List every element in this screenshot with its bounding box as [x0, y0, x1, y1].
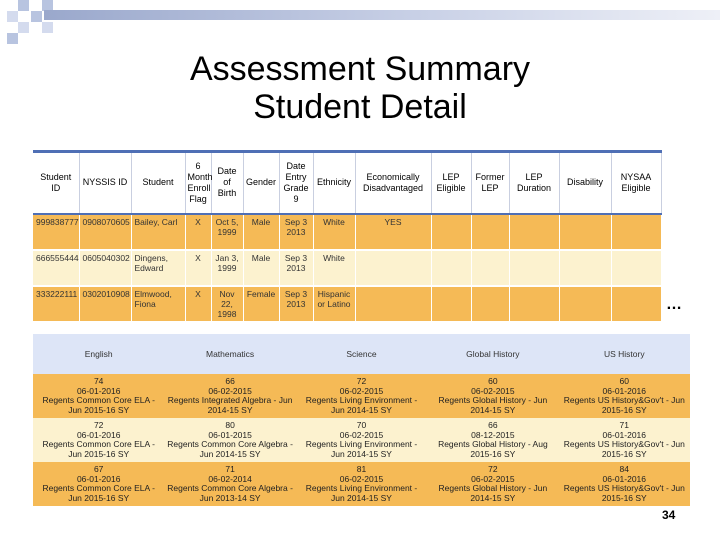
cell-student-name: Dingens, Edward [131, 250, 185, 286]
exam-date: 06-02-2015 [339, 429, 384, 440]
cell-disability [559, 214, 611, 250]
subject-header: Global History [427, 334, 558, 374]
exam-date: 06-01-2016 [76, 385, 121, 396]
score: 66 [225, 376, 235, 386]
cell-gender: Male [243, 214, 279, 250]
assessment-table [33, 334, 690, 506]
exam-name: Regents Common Core ELA - Jun 2015-16 SY [42, 483, 155, 503]
cell-dob: Nov 22, 1998 [211, 286, 243, 322]
exam-date: 06-01-2015 [208, 429, 252, 440]
assessment-header-row [33, 334, 690, 374]
cell-nysaa-eligible [611, 250, 661, 286]
slide-title [0, 50, 720, 126]
cell-entry-date: Sep 3 2013 [279, 250, 313, 286]
assessment-cell [559, 462, 690, 506]
exam-name: Regents Living Environment - Jun 2014-15 SY [305, 483, 418, 503]
cell-gender: Male [243, 250, 279, 286]
cell-nyssis-id: 0908070605 [79, 214, 131, 250]
col-header: NYSSIS ID [79, 152, 131, 214]
cell-lep-eligible [431, 250, 471, 286]
more-columns-ellipsis: … [666, 296, 683, 313]
col-header: Former LEP [471, 152, 509, 214]
cell-lep-duration [509, 214, 559, 250]
cell-ethnicity: White [313, 214, 355, 250]
cell-lep-eligible [431, 214, 471, 250]
assessment-row [33, 374, 690, 418]
cell-student-id: 666555444 [33, 250, 79, 286]
exam-date: 08-12-2015 [471, 429, 515, 440]
exam-date: 06-02-2015 [208, 385, 252, 396]
cell-ethnicity: White [313, 250, 355, 286]
title-line-2: Student Detail [253, 88, 467, 126]
exam-name: Regents Living Environment - Jun 2014-15 SY [305, 395, 418, 415]
exam-name: Regents Global History - Jun 2014-15 SY [438, 395, 548, 415]
cell-nyssis-id: 0302010908 [79, 286, 131, 322]
assessment-cell [164, 418, 295, 462]
title-line-1: Assessment Summary [189, 50, 531, 88]
col-header: NYSAA Eligible [611, 152, 661, 214]
student-row [33, 214, 661, 250]
cell-student-id: 999838777 [33, 214, 79, 250]
col-header: LEP Eligible [431, 152, 471, 214]
exam-date: 06-02-2015 [339, 385, 384, 396]
col-header: Date of Birth [211, 152, 243, 214]
exam-name: Regents US History&Gov't - Jun 2015-16 SY [563, 395, 685, 415]
assessment-cell [33, 418, 164, 462]
cell-enroll-flag: X [185, 214, 211, 250]
exam-name: Regents Global History - Aug 2015-16 SY [438, 439, 548, 459]
col-header: Gender [243, 152, 279, 214]
exam-date: 06-01-2016 [602, 385, 647, 396]
assessment-cell [296, 374, 427, 418]
cell-former-lep [471, 286, 509, 322]
score: 70 [356, 420, 367, 430]
col-header: Student [131, 152, 185, 214]
cell-nyssis-id: 0605040302 [79, 250, 131, 286]
cell-ethnicity: Hispanic or Latino [313, 286, 355, 322]
cell-student-name: Elmwood, Fiona [131, 286, 185, 322]
exam-name: Regents Global History - Jun 2014-15 SY [438, 483, 548, 503]
score: 71 [225, 464, 235, 474]
score: 66 [488, 420, 498, 430]
exam-name: Regents Common Core Algebra - Jun 2013-14 SY [167, 483, 293, 503]
cell-former-lep [471, 214, 509, 250]
cell-disability [559, 286, 611, 322]
cell-lep-duration [509, 286, 559, 322]
assessment-cell [427, 462, 558, 506]
exam-date: 06-01-2016 [602, 429, 647, 440]
score: 74 [93, 376, 104, 386]
assessment-row [33, 418, 690, 462]
subject-header: US History [559, 334, 690, 374]
col-header: Student ID [33, 152, 79, 214]
exam-date: 06-01-2016 [76, 473, 121, 484]
col-header: 6 Month Enroll Flag [185, 152, 211, 214]
assessment-cell [33, 374, 164, 418]
cell-econ-disadv [355, 286, 431, 322]
exam-name: Regents Common Core ELA - Jun 2015-16 SY [42, 395, 155, 415]
exam-name: Regents US History&Gov't - Jun 2015-16 SY [563, 483, 685, 503]
exam-name: Regents Common Core Algebra - Jun 2014-15 SY [167, 439, 293, 459]
cell-econ-disadv: YES [355, 214, 431, 250]
slide-corner-decoration [0, 0, 60, 44]
score: 60 [619, 376, 630, 386]
exam-date: 06-02-2015 [471, 385, 515, 396]
cell-dob: Oct 5, 1999 [211, 214, 243, 250]
student-table-header-row [33, 152, 661, 214]
cell-econ-disadv [355, 250, 431, 286]
score: 72 [356, 376, 367, 386]
slide-top-bar [44, 10, 720, 20]
cell-student-id: 333222111 [33, 286, 79, 322]
exam-date: 06-02-2015 [471, 473, 515, 484]
col-header: Ethnicity [313, 152, 355, 214]
score: 84 [619, 464, 630, 474]
assessment-cell [164, 374, 295, 418]
assessment-row [33, 462, 690, 506]
score: 60 [488, 376, 498, 386]
cell-lep-eligible [431, 286, 471, 322]
cell-former-lep [471, 250, 509, 286]
cell-student-name: Bailey, Carl [131, 214, 185, 250]
cell-dob: Jan 3, 1999 [211, 250, 243, 286]
exam-name: Regents US History&Gov't - Jun 2015-16 SY [563, 439, 685, 459]
col-header: Economically Disadvantaged [355, 152, 431, 214]
cell-enroll-flag: X [185, 286, 211, 322]
exam-name: Regents Living Environment - Jun 2014-15 SY [305, 439, 418, 459]
col-header: LEP Duration [509, 152, 559, 214]
assessment-cell [559, 374, 690, 418]
score: 67 [93, 464, 104, 474]
exam-date: 06-02-2015 [339, 473, 384, 484]
exam-name: Regents Common Core ELA - Jun 2015-16 SY [42, 439, 155, 459]
assessment-cell [296, 462, 427, 506]
student-row [33, 250, 661, 286]
score: 72 [488, 464, 498, 474]
page-number: 34 [662, 508, 676, 522]
subject-header: English [33, 334, 164, 374]
assessment-cell [559, 418, 690, 462]
exam-name: Regents Integrated Algebra - Jun 2014-15 SY [167, 395, 293, 415]
assessment-cell [427, 374, 558, 418]
cell-nysaa-eligible [611, 286, 661, 322]
col-header: Disability [559, 152, 611, 214]
cell-nysaa-eligible [611, 214, 661, 250]
assessment-cell [427, 418, 558, 462]
assessment-cell [296, 418, 427, 462]
exam-date: 06-01-2016 [76, 429, 121, 440]
cell-gender: Female [243, 286, 279, 322]
cell-entry-date: Sep 3 2013 [279, 214, 313, 250]
assessment-cell [33, 462, 164, 506]
score: 81 [356, 464, 367, 474]
score: 72 [93, 420, 104, 430]
cell-entry-date: Sep 3 2013 [279, 286, 313, 322]
cell-lep-duration [509, 250, 559, 286]
subject-header: Science [296, 334, 427, 374]
col-header: Date Entry Grade 9 [279, 152, 313, 214]
score: 80 [225, 420, 235, 430]
exam-date: 06-02-2014 [208, 473, 252, 484]
score: 71 [619, 420, 630, 430]
student-detail-table [33, 150, 662, 323]
student-row [33, 286, 661, 322]
cell-enroll-flag: X [185, 250, 211, 286]
subject-header: Mathematics [164, 334, 295, 374]
assessment-cell [164, 462, 295, 506]
cell-disability [559, 250, 611, 286]
exam-date: 06-01-2016 [602, 473, 647, 484]
